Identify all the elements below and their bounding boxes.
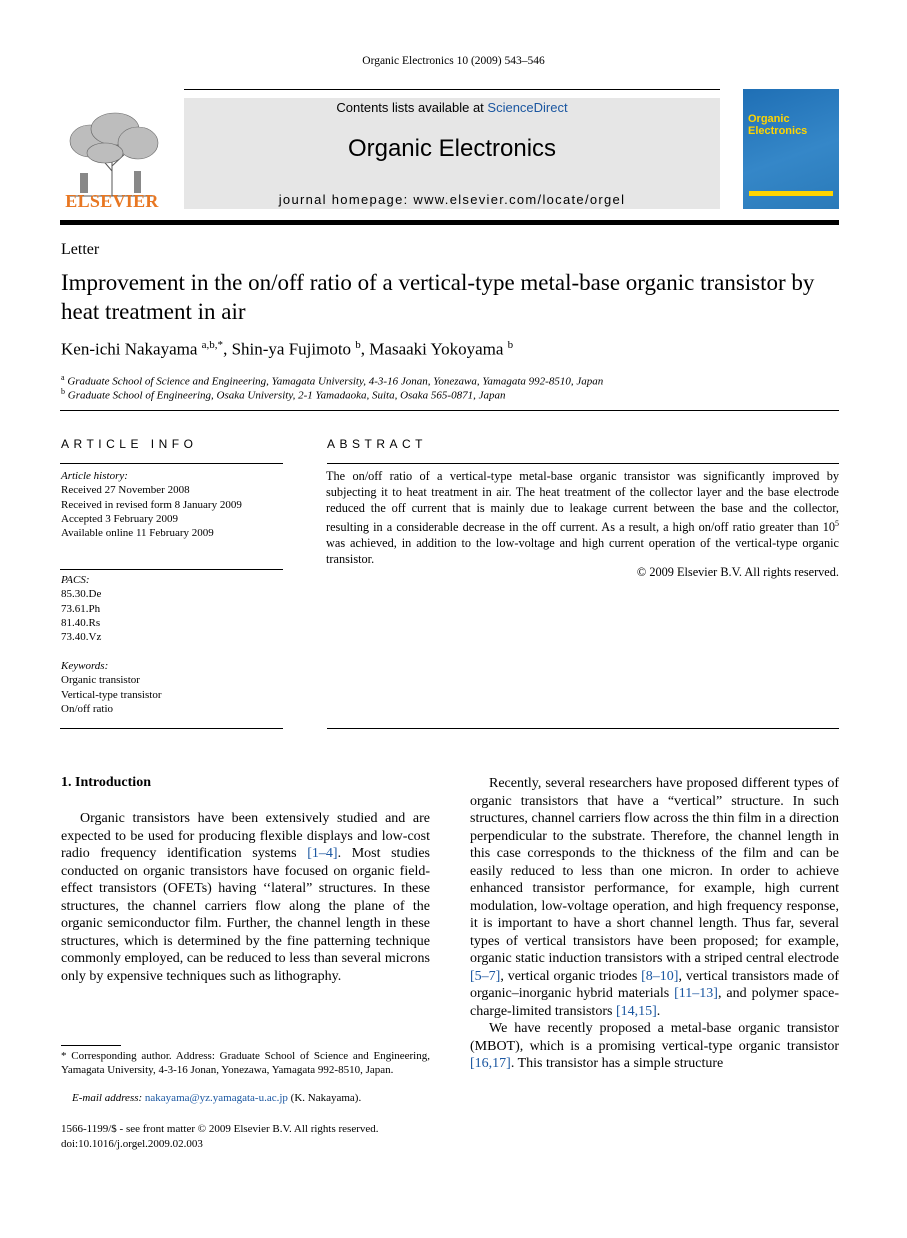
- keywords-list: [61, 659, 283, 716]
- cover-title-line2: Electronics: [748, 125, 808, 137]
- sciencedirect-link[interactable]: ScienceDirect: [487, 100, 568, 115]
- journal-citation: Organic Electronics 10 (2009) 543–546: [362, 55, 545, 67]
- doi-line[interactable]: doi:10.1016/j.orgel.2009.02.003: [61, 1137, 203, 1150]
- citation-link[interactable]: [5–7]: [470, 968, 501, 984]
- keywords-label: Keywords:: [61, 660, 109, 672]
- history-item: Available online 11 February 2009: [61, 527, 214, 540]
- header-thick-rule: [60, 220, 839, 225]
- body-paragraph: [61, 810, 430, 985]
- keyword: Organic transistor: [61, 674, 140, 687]
- pacs-code: 81.40.Rs: [61, 616, 101, 629]
- article-info-heading: ARTICLE INFO: [61, 437, 198, 451]
- text-run: .: [656, 1003, 661, 1019]
- history-item: Received 27 November 2008: [61, 484, 190, 497]
- text-run: Organic transistors have been extensively studied and are expected to be used for producing flexible displays and low-cost radio frequency identification systems: [61, 811, 430, 861]
- author-list: Ken-ichi Nakayama $^{a,b,*}$, Shin-ya Fujimoto $^b$, Masaaki Yokoyama $^b$: [61, 339, 514, 359]
- pacs-label: PACS:: [61, 574, 90, 586]
- citation-link[interactable]: [11–13]: [674, 986, 718, 1001]
- affiliation-text: Graduate School of Science and Engineering, Yamagata University, 4-3-16 Jonan, Yonezawa, Yamagata 992-8510, Japan: [67, 375, 604, 388]
- journal-homepage[interactable]: journal homepage: www.elsevier.com/locate/orgel: [278, 192, 626, 207]
- contents-available-line: [184, 100, 720, 115]
- abstract-copyright: © 2009 Elsevier B.V. All rights reserved.: [636, 565, 839, 579]
- email-label: E-mail address:: [72, 1092, 143, 1104]
- body-paragraph: [470, 1020, 839, 1073]
- history-label: Article history:: [61, 470, 128, 482]
- abstract-heading: ABSTRACT: [327, 437, 428, 451]
- text-run: , vertical organic triodes: [500, 968, 642, 984]
- author-name: Ken-ichi Nakayama: [61, 339, 198, 359]
- text-run: , and polymer space-charge-limited transistors: [470, 986, 839, 1019]
- keyword: On/off ratio: [61, 702, 114, 715]
- history-item: Received in revised form 8 January 2009: [61, 498, 242, 511]
- affiliation-mark: b: [61, 387, 65, 396]
- text-run: Recently, several researchers have proposed different types of organic transistors that have a “vertical” structure. In such structures, channel carriers flow across the thin film in a direction perpendicular to the substrate. Therefore, the channel length in this case corresponds to the thickness of the film and can be easily reduced to less than one micron. In order to achieve enhanced transistor performance, for example, high current modulation, low-voltage operation, and high frequency response, it is important to have a short channel length. Thus far, several types of vertical transistors have been proposed; for example, organic static induction transistors with a striped central electrode: [470, 776, 839, 966]
- issn-line: 1566-1199/$ - see front matter © 2009 Elsevier B.V. All rights reserved.: [61, 1123, 379, 1135]
- body-paragraph: [470, 775, 839, 1020]
- email-line: [61, 1092, 430, 1104]
- text-run: , vertical transistors made of organic–inorganic hybrid materials: [470, 968, 839, 1001]
- divider: [60, 569, 283, 570]
- journal-title: Organic Electronics: [347, 135, 557, 162]
- paper-title: Improvement in the on/off ratio of a vertical-type metal-base organic transistor by heat treatment in air: [61, 270, 815, 324]
- citation-link[interactable]: [16,17]: [470, 1056, 511, 1071]
- citation-link[interactable]: [8–10]: [641, 968, 679, 984]
- elsevier-wordmark: ELSEVIER: [65, 191, 159, 211]
- cover-title-line1: Organic: [748, 113, 790, 125]
- pacs-code: 73.40.Vz: [61, 631, 102, 644]
- author-sup: b: [507, 339, 514, 351]
- affiliation-b: [61, 387, 505, 402]
- citation-link[interactable]: [1–4]: [307, 846, 338, 861]
- affiliation-a: [61, 373, 603, 388]
- divider: [60, 410, 839, 411]
- pacs-list: [61, 573, 283, 644]
- article-history: [61, 469, 283, 540]
- corresponding-author-note: * Corresponding author. Address: Graduate School of Science and Engineering, Yamagata University, 4-3-16 Jonan, Yonezawa, Yamagata 992-8510, Japan.: [61, 1050, 430, 1077]
- divider: [60, 463, 283, 464]
- author-name: Masaaki Yokoyama: [369, 339, 504, 359]
- abstract-part: was achieved, in addition to the low-voltage and high current operation of the vertical-type organic transistor.: [326, 536, 839, 567]
- author-sup: b: [355, 339, 361, 351]
- footnote-rule: [61, 1045, 121, 1046]
- body-column-right: [470, 775, 839, 1073]
- email-suffix: (K. Nakayama).: [287, 1092, 362, 1104]
- pacs-code: 73.61.Ph: [61, 602, 101, 615]
- email-link[interactable]: nakayama@yz.yamagata-u.ac.jp: [144, 1092, 288, 1104]
- article-type: Letter: [61, 241, 100, 258]
- masthead-top-rule: [184, 89, 720, 90]
- text-run: . This transistor has a simple structure: [510, 1056, 724, 1071]
- cover-strip: [749, 191, 833, 196]
- abstract-sup: 5: [835, 519, 839, 528]
- divider: [327, 728, 839, 729]
- pacs-code: 85.30.De: [61, 588, 102, 601]
- citation-link[interactable]: [14,15]: [615, 1003, 657, 1019]
- text-run: . Most studies conducted on organic transistors have focused on organic field-effect transistors (OFETs) having ‘‘lateral” structures. In these structures, the channel carriers flow along the plane of the organic semiconductor film. Further, the channel length in these structures, which is determined by the fine patterning technique commonly employed, can be reduced to less than several microns only by expensive techniques such as lithography.: [61, 846, 430, 984]
- body-column-left: [61, 810, 430, 985]
- issn-doi-block: [61, 1122, 461, 1151]
- keyword: Vertical-type transistor: [61, 688, 162, 701]
- divider: [327, 463, 839, 464]
- affiliation-text: Graduate School of Engineering, Osaka University, 2-1 Yamadaoka, Suita, Osaka 565-0871, Japan: [67, 389, 506, 402]
- divider: [60, 728, 283, 729]
- text-run: We have recently proposed a metal-base organic transistor (MBOT), which is a promising vertical-type organic transistor: [470, 1021, 839, 1054]
- section-heading-introduction: 1. Introduction: [61, 775, 151, 790]
- affiliation-mark: a: [61, 373, 65, 382]
- history-item: Accepted 3 February 2009: [61, 512, 178, 525]
- contents-prefix: Contents lists available at: [336, 100, 488, 115]
- abstract-part: The on/off ratio of a vertical-type metal-base organic transistor was significantly improved by subjecting it to heat treatment in air. The heat treatment of the collector layer and the base electrode reduced the off current that is mainly due to leakage current between the base and the collector, resulting in a considerable decrease in the off current. As a result, a high on/off ratio greater than 10: [326, 469, 839, 535]
- author-sup: a,b,*: [201, 339, 224, 351]
- cover-title: [748, 113, 838, 137]
- abstract-text: [326, 468, 839, 567]
- author-name: Shin-ya Fujimoto: [231, 339, 352, 359]
